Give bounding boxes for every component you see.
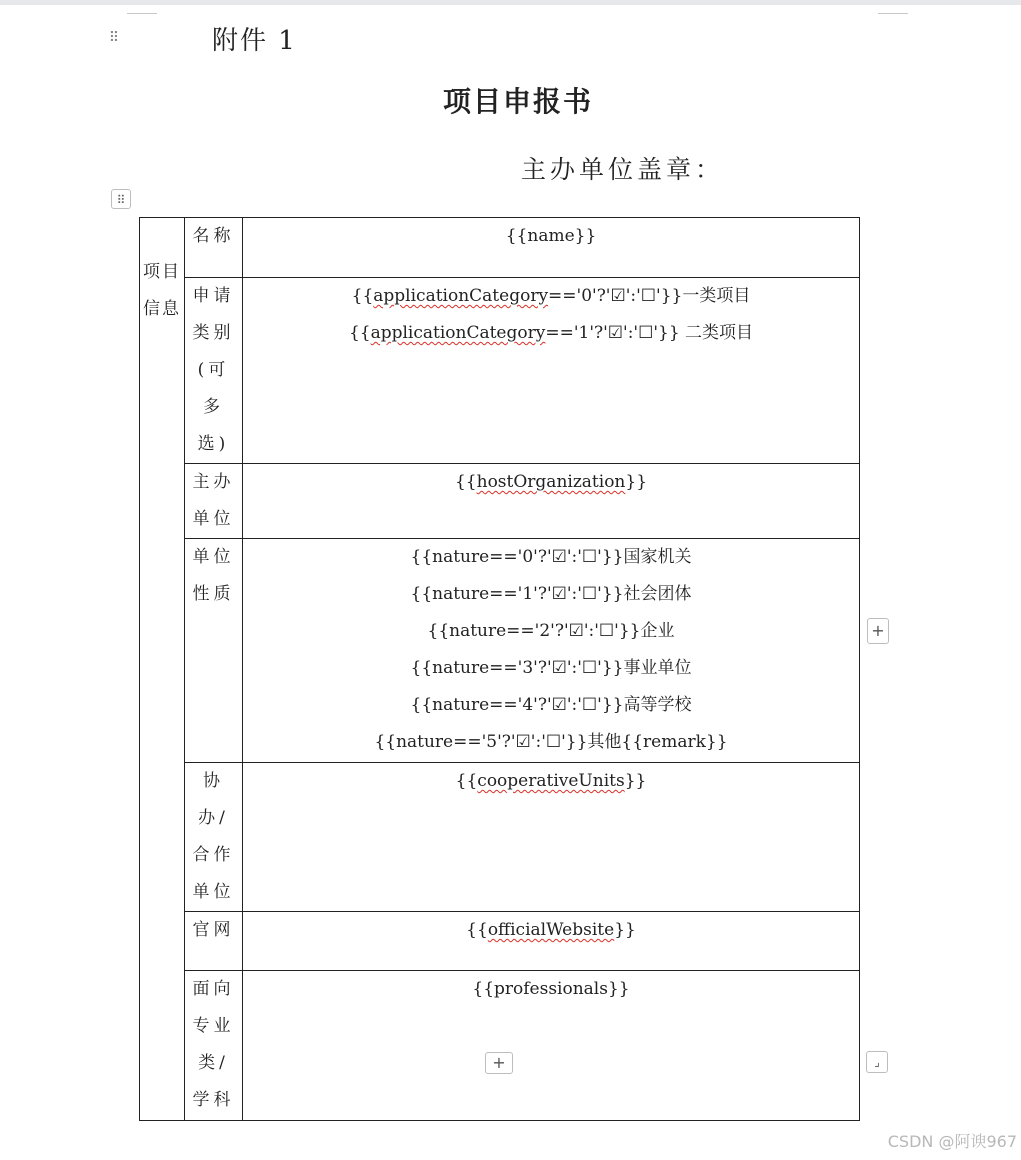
spellcheck-underline: applicationCategory <box>373 286 549 306</box>
table-row <box>140 464 860 539</box>
nature-option-4: {{nature=='3'?'☑':'☐'}}事业单位 <box>410 658 692 678</box>
professionals-label: 面向专业类/学科 <box>192 979 235 1110</box>
name-label: 名称 <box>192 226 235 246</box>
add-column-button[interactable]: + <box>867 618 889 644</box>
website-value: {{officialWebsite}} <box>466 920 636 940</box>
value-cell[interactable] <box>243 539 860 763</box>
nature-option-5: {{nature=='4'?'☑':'☐'}}高等学校 <box>410 695 692 715</box>
margin-mark-right <box>878 5 908 14</box>
value-cell[interactable] <box>243 218 860 278</box>
spellcheck-underline: officialWebsite <box>487 920 615 940</box>
table-row <box>140 912 860 971</box>
document-title: 项目申报书 <box>442 85 593 118</box>
group-cell[interactable] <box>140 218 185 1121</box>
margin-mark-left <box>127 5 157 14</box>
professionals-value: {{professionals}} <box>472 979 630 999</box>
nature-option-6: {{nature=='5'?'☑':'☐'}}其他{{remark}} <box>374 732 728 752</box>
name-value: {{name}} <box>505 226 597 246</box>
table-row <box>140 539 860 763</box>
table-row <box>140 218 860 278</box>
group-label: 项目信息 <box>143 262 181 319</box>
table-move-icon[interactable]: ⠿ <box>111 189 131 209</box>
watermark: CSDN @阿谀967 <box>887 1132 1017 1151</box>
category-option-2: {{applicationCategory=='1'?'☑':'☐'}} 二类项目 <box>348 323 754 343</box>
spellcheck-underline: applicationCategory <box>370 323 546 343</box>
nature-label: 单位性质 <box>192 547 235 604</box>
category-option-1: {{applicationCategory=='0'?'☑':'☐'}}一类项目 <box>351 286 751 306</box>
table-row <box>140 763 860 912</box>
value-cell[interactable] <box>243 912 860 971</box>
project-info-table <box>139 217 860 1121</box>
cooperative-value: {{cooperativeUnits}} <box>455 771 647 791</box>
label-cell[interactable] <box>185 539 243 763</box>
attachment-label: 附件 1 <box>212 26 297 56</box>
host-label: 主办单位 <box>192 472 235 529</box>
seal-label: 主办单位盖章： <box>521 155 725 184</box>
website-label: 官网 <box>192 920 235 940</box>
label-cell[interactable] <box>185 278 243 464</box>
label-cell[interactable] <box>185 464 243 539</box>
label-cell[interactable] <box>185 218 243 278</box>
table-resize-icon[interactable]: ⌟ <box>866 1051 888 1073</box>
nature-option-2: {{nature=='1'?'☑':'☐'}}社会团体 <box>410 584 692 604</box>
value-cell[interactable] <box>243 763 860 912</box>
category-label: 申请类别(可多选) <box>192 286 235 454</box>
add-row-button[interactable]: + <box>485 1052 513 1074</box>
nature-option-1: {{nature=='0'?'☑':'☐'}}国家机关 <box>410 547 692 567</box>
value-cell[interactable] <box>243 278 860 464</box>
cooperative-label: 协办/合作单位 <box>192 771 235 902</box>
label-cell[interactable] <box>185 912 243 971</box>
nature-option-3: {{nature=='2'?'☑':'☐'}}企业 <box>427 621 675 641</box>
host-value: {{hostOrganization}} <box>454 472 648 492</box>
value-cell[interactable] <box>243 971 860 1121</box>
spellcheck-underline: cooperativeUnits <box>477 771 625 791</box>
paragraph-drag-icon[interactable]: ⠿ <box>108 30 120 46</box>
value-cell[interactable] <box>243 464 860 539</box>
table-row <box>140 971 860 1121</box>
spellcheck-underline: hostOrganization <box>476 472 626 492</box>
label-cell[interactable] <box>185 971 243 1121</box>
table-row <box>140 278 860 464</box>
label-cell[interactable] <box>185 763 243 912</box>
